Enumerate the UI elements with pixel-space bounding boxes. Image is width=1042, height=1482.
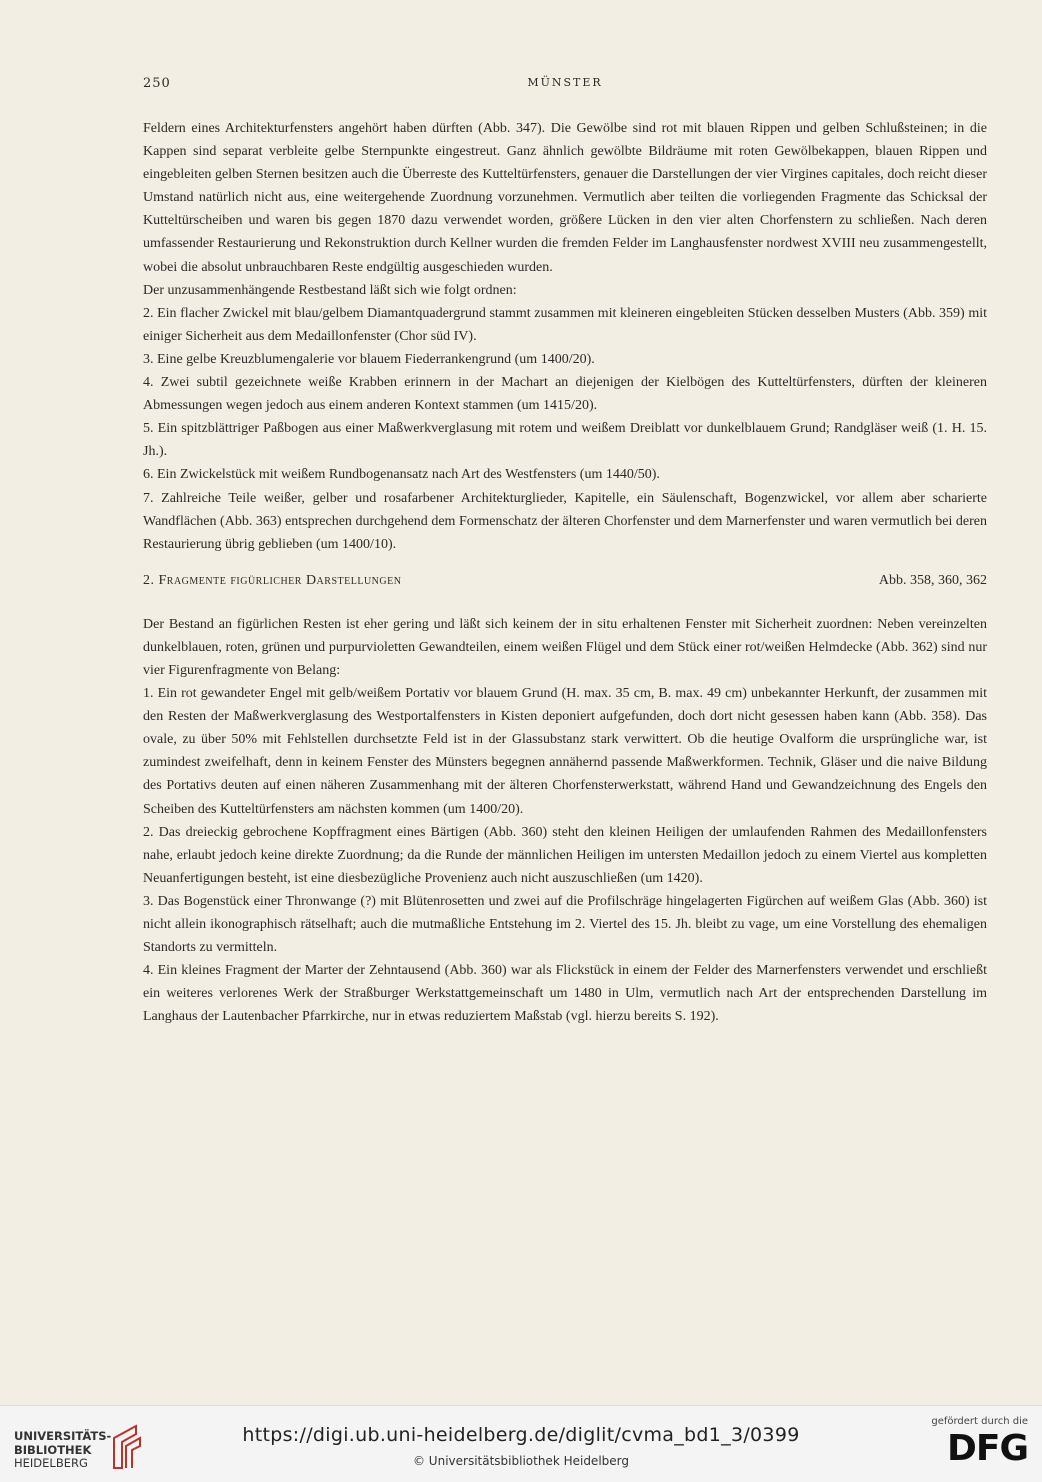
body-text: [143, 117, 987, 1028]
page-number: 250: [143, 76, 171, 91]
library-name: UNIVERSITÄTS- BIBLIOTHEK HEIDELBERG: [14, 1429, 112, 1470]
list-item: 2. Ein flacher Zwickel mit blau/gelbem Diamantquadergrund stammt zusammen mit kleineren eingebleiten Stücken desselben Musters (Abb. 359) mit einiger Sicherheit aus dem Medaillonfenster (Chor süd IV).: [143, 305, 987, 344]
running-head: MÜNSTER: [527, 76, 603, 89]
list-item: 2. Das dreieckig gebrochene Kopffragment eines Bärtigen (Abb. 360) steht den kleinen Heiligen der umlaufenden Rahmen des Medaillonfensters nahe, erlaubt jedoch keine direkte Zuordnung; da die Runde der männlichen Heiligen im untersten Medaillon jedoch zu einem Viertel aus kompletten Neuanfertigungen besteht, ist eine diesbezügliche Provenienz auch nicht auszuschließen (um 1420).: [143, 824, 987, 886]
dfg-wordmark: DFG: [946, 1428, 1028, 1469]
list-item: 1. Ein rot gewandeter Engel mit gelb/weißem Portativ vor blauem Grund (H. max. 35 cm, B. max. 49 cm) unbekannter Herkunft, der zusammen mit den Resten der Maßwerkverglasung des Westportalfensters in Kisten deponiert aufgefunden, doch dort nicht gesessen haben kann (Abb. 358). Das ovale, zu über 50% mit Fehlstellen durchsetzte Feld ist in der Glassubstanz stark verwittert. Ob die heutige Ovalform die ursprüngliche war, ist zumindest zweifelhaft, denn in keinem Fenster des Münsters begegnen annähernd passende Maßwerkformen. Technik, Gläser und die naive Bildung des Portativs deuten auf einen näheren Zusammenhang mit der älteren Chorfensterwerkstatt, während Hand und Gewandzeichnung des Engels den Scheiben des Kutteltürfensters am nächsten kommen (um 1400/20).: [143, 686, 987, 817]
section-figure-refs: Abb. 358, 360, 362: [878, 572, 987, 588]
list-item: 4. Ein kleines Fragment der Marter der Zehntausend (Abb. 360) war als Flickstück in einem der Felder des Marnerfensters verwendet und erschließt ein weiteres verlorenes Werk der Straßburger Werkstattgemeinschaft um 1480 in Ulm, vermutlich nach Art der entsprechenden Darstellung im Langhaus der Lautenbacher Pfarrkirche, nur in etwas reduziertem Maßstab (vgl. hierzu bereits S. 192).: [143, 963, 987, 1025]
footer-bar: [0, 1405, 1042, 1482]
list-item: 3. Eine gelbe Kreuzblumengalerie vor blauem Fiederrankengrund (um 1400/20).: [143, 351, 595, 367]
paragraph: Der Bestand an figürlichen Resten ist eher gering und läßt sich keinem der in situ erhaltenen Fenster mit Sicherheit zuordnen: Neben vereinzelten dunkelblauen, roten, grünen und purpurvioletten Gewandteilen, einem weißen Flügel und dem Stück einer rot/weißen Helmdecke (Abb. 362) sind nur vier Figurenfragmente von Belang:: [143, 616, 987, 678]
dfg-logo[interactable]: [918, 1416, 1028, 1469]
section-title: 2. Fragmente figürlicher Darstellungen: [143, 572, 402, 588]
list-item: 4. Zwei subtil gezeichnete weiße Krabben erinnern in der Machart an diejenigen der Kielbögen des Kutteltürfensters, dürften der kleineren Abmessungen wegen jedoch aus einem anderen Kontext stammen (um 1415/20).: [143, 375, 987, 414]
page-header: [143, 76, 987, 96]
copyright-notice: © Universitätsbibliothek Heidelberg: [412, 1454, 629, 1468]
list-item: 5. Ein spitzblättriger Paßbogen aus einer Maßwerkverglasung mit rotem und weißem Dreiblatt vor dunkelblauem Grund; Randgläser weiß (1. H. 15. Jh.).: [143, 421, 987, 460]
funding-label: gefördert durch die: [931, 1416, 1028, 1427]
list-item: 7. Zahlreiche Teile weißer, gelber und rosafarbener Architekturglieder, Kapitelle, ein Säulenschaft, Bogenzwickel, vor allem aber scharierte Wandflächen (Abb. 363) entsprechen durchgehend dem Formenschatz der älteren Chorfenster und dem Marnerfenster und waren vermutlich bei deren Restaurierung übrig geblieben (um 1400/10).: [143, 490, 987, 552]
list-item: 6. Ein Zwickelstück mit weißem Rundbogenansatz nach Art des Westfensters (um 1440/50).: [143, 467, 660, 483]
document-url-link[interactable]: https://digi.ub.uni-heidelberg.de/diglit/cvma_bd1_3/0399: [242, 1424, 800, 1446]
list-item: 3. Das Bogenstück einer Thronwange (?) mit Blütenrosetten und zwei auf die Profilschräge hingelagerten Figürchen auf weißem Glas (Abb. 360) ist nicht allein ikonographisch rätselhaft; auch die mutmaßliche Entstehung im 2. Viertel des 15. Jh. bleibt zu vage, um eine Vorstellung des ehemaligen Standorts zu vermitteln.: [143, 893, 987, 956]
paragraph: Feldern eines Architekturfensters angehört haben dürften (Abb. 347). Die Gewölbe sind rot mit blauen Rippen und gelben Schlußsteinen; in die Kappen sind separat verbleite gelbe Sternpunkte eingestreut. Ganz ähnlich gewölbte Bildräume mit roten Gewölbekappen, blauen Rippen und eingebleiten gelben Sternen besitzen auch die Überreste des Kutteltürfensters, genauer die Darstellungen der vier Virgines capitales, doch reicht dieser Umstand natürlich nicht aus, eine weitergehende Zuordnung vorzunehmen. Vermutlich aber teilten die vorliegenden Fragmente das Schicksal der Kutteltürscheiben und waren bis gegen 1870 dazu verwendet worden, größere Lücken in den vier alten Chorfenstern zu schließen. Nach deren umfassender Restaurierung und Rekonstruktion durch Kellner wurden die fremden Felder im Langhausfenster nordwest XVIII neu zusammengestellt, wobei die absolut unbrauchbaren Reste endgültig ausgeschieden wurden.: [143, 121, 987, 275]
paragraph: Der unzusammenhängende Restbestand läßt sich wie folgt ordnen:: [143, 282, 517, 298]
section-heading: [143, 569, 987, 592]
